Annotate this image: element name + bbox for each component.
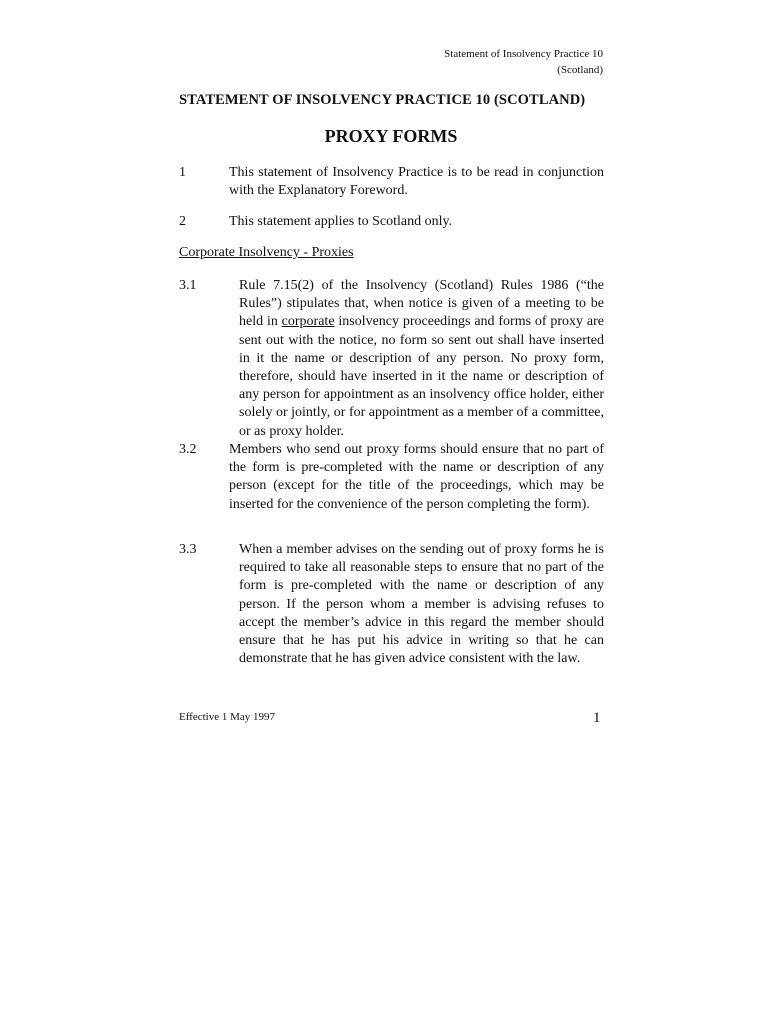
paragraph-3-1 xyxy=(179,277,604,441)
paragraph-number: 1 xyxy=(179,165,186,180)
paragraph-text: Members who send out proxy forms should ensure that no part of the form is pre-completed with the name or description of any person (except for the title of the proceedings, which may be inserted for the convenience of the person completing the form). xyxy=(229,442,604,512)
paragraph-number: 2 xyxy=(179,214,186,229)
running-header xyxy=(444,46,603,78)
document-title: STATEMENT OF INSOLVENCY PRACTICE 10 (SCOTLAND) xyxy=(179,92,586,108)
paragraph-number: 3.2 xyxy=(179,442,197,457)
paragraph-2 xyxy=(179,213,604,231)
text-run: insolvency proceedings and forms of proxy are sent out with the notice, no form so sent out shall have inserted in it the name or description of any person. No proxy form, therefore, should have inserted in it the name or description of any person for appointment as an insolvency office holder, either solely or jointly, or for appointment as a member of a committee, or as proxy holder. xyxy=(239,314,604,439)
text-run: Rule 7.15(2) of the Insolvency (Scotland) Rules 1986 (“the Rules”) stipulates that, when notice is given of a meeting to be held in xyxy=(239,278,604,330)
paragraph-number: 3.1 xyxy=(179,278,197,293)
paragraph-text: When a member advises on the sending out of proxy forms he is required to take all reasonable steps to ensure that no part of the form is pre-completed with the name or description of any person. If the person whom a member is advising refuses to accept the member’s advice in this regard the member should ensure that he has put his advice in writing so that he can demonstrate that he has given advice consistent with the law. xyxy=(239,542,604,667)
header-line-1: Statement of Insolvency Practice 10 xyxy=(444,48,603,60)
document-subtitle: PROXY FORMS xyxy=(324,126,458,146)
paragraph-text: This statement of Insolvency Practice is to be read in conjunction with the Explanatory Foreword. xyxy=(229,165,604,199)
paragraph-text xyxy=(239,277,604,441)
effective-date: Effective 1 May 1997 xyxy=(179,711,276,723)
paragraph-3-3 xyxy=(179,541,604,668)
paragraph-1 xyxy=(179,164,604,200)
header-line-2: (Scotland) xyxy=(557,64,603,76)
section-heading: Corporate Insolvency - Proxies xyxy=(179,245,354,260)
page-number: 1 xyxy=(593,710,601,726)
underlined-word: corporate xyxy=(281,314,335,330)
paragraph-3-2 xyxy=(179,441,604,514)
paragraph-text: This statement applies to Scotland only. xyxy=(229,214,453,229)
paragraph-number: 3.3 xyxy=(179,542,197,557)
